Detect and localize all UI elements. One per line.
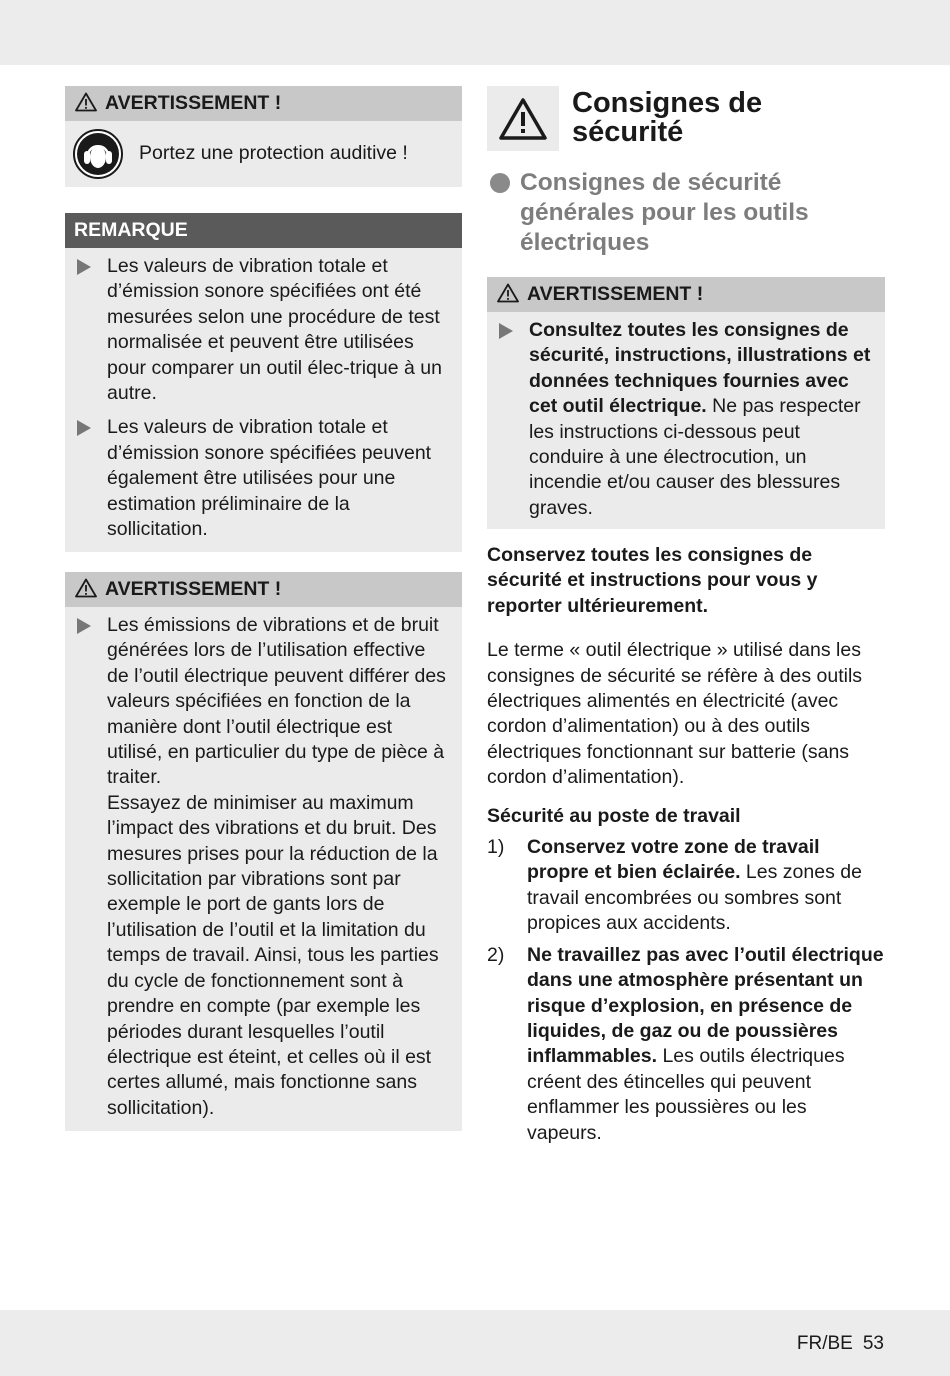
- remarque-box: [65, 213, 462, 552]
- subsection-title: Consignes de sécurité générales pour les outils électriques: [487, 168, 885, 258]
- warning-triangle-icon: [75, 578, 97, 598]
- warning-heading: [487, 277, 885, 312]
- warning-heading-text: AVERTISSEMENT !: [105, 92, 282, 114]
- page-number: 53: [862, 1333, 884, 1354]
- list-item: Les émissions de vibrations et de bruit générées lors de l’utilisation effective de l’outil électrique peuvent différer des valeurs spécifiées en fonction de la manière dont l’outil électrique est utilisé, en particulier du type de pièce à traiter. Essayez de minimiser au maximum l’impact des vibrations et du bruit. Des mesures prises pour la réduction de la sollicitation par vibrations sont par exemple le port de gants lors de l’utilisation de l’outil et la limitation du temps de travail. Ainsi, tous les parties du cycle de fonctionnement sont à prendre en compte (par exemple les périodes durant lesquelles l’outil électrique est éteint, et celles où il est certes allumé, mais fonctionne sans sollicitation).: [75, 613, 452, 1121]
- warning-triangle-icon: [497, 283, 519, 303]
- list-item: 1) Conservez votre zone de travail propre et bien éclairée. Les zones de travail encombrées ou sombres sont propices aux accidents.: [487, 836, 862, 935]
- top-band: [0, 0, 950, 65]
- remarque-heading: REMARQUE: [65, 213, 462, 248]
- warning-heading-text: AVERTISSEMENT !: [527, 283, 704, 305]
- bullet-arrow-icon: [77, 420, 91, 436]
- bullet-dot-icon: [490, 173, 510, 193]
- definition-paragraph: Le terme « outil électrique » utilisé dans les consignes de sécurité se réfère à des outils électriques alimentés en électricité (avec cordon d’alimentation) ou à des outils électriques fonctionnant sur batterie (sans cordon d’alimentation).: [487, 639, 863, 789]
- ear-protection-icon: [73, 129, 123, 179]
- section-warning-box: [487, 86, 559, 151]
- list-item: Les valeurs de vibration totale et d’émission sonore spécifiées peuvent également être utilisées pour une estimation préliminaire de la sollicitation.: [75, 415, 452, 542]
- warning-vibration-box: [65, 572, 462, 1131]
- warning-triangle-icon: [498, 97, 548, 141]
- section-title: Consignes de sécurité: [572, 87, 763, 148]
- warning-general-box: [487, 277, 885, 529]
- warning-heading: [65, 86, 462, 121]
- workplace-list: [487, 835, 885, 1146]
- warning-heading-text: AVERTISSEMENT !: [105, 578, 282, 600]
- right-body: [487, 543, 885, 1152]
- list-item: Consultez toutes les consignes de sécurité, instructions, illustrations et données techniques fournies avec cet outil électrique. Ne pas respecter les instructions ci-dessous peut conduire à une électrocution, un incendie et/ou causer des blessures graves.: [497, 318, 875, 521]
- hearing-protection-text: Portez une protection auditive !: [139, 142, 408, 165]
- warning-triangle-icon: [75, 92, 97, 112]
- footer-locale: FR/BE: [796, 1333, 853, 1354]
- page-footer: [787, 1331, 884, 1356]
- warning-heading: [65, 572, 462, 607]
- bullet-arrow-icon: [77, 259, 91, 275]
- list-item: 2) Ne travaillez pas avec l’outil électrique dans une atmosphère présentant un risque d’explosion, en présence de liquides, de gaz ou de poussières inflammables. Les outils électriques créent des étincelles qui peuvent enflammer les poussières ou les vapeurs.: [487, 943, 884, 1144]
- keep-instructions: Conservez toutes les consignes de sécurité et instructions pour vous y reporter ultérieurement.: [487, 544, 818, 617]
- workplace-heading: Sécurité au poste de travail: [487, 804, 741, 827]
- section-header: [487, 86, 885, 266]
- list-item: Les valeurs de vibration totale et d’émission sonore spécifiées ont été mesurées selon une procédure de test normalisée et peuvent être utilisées pour comparer un outil élec-trique à un autre.: [75, 254, 452, 406]
- bullet-arrow-icon: [77, 618, 91, 634]
- bullet-arrow-icon: [499, 323, 513, 339]
- warning-hearing-box: [65, 86, 462, 187]
